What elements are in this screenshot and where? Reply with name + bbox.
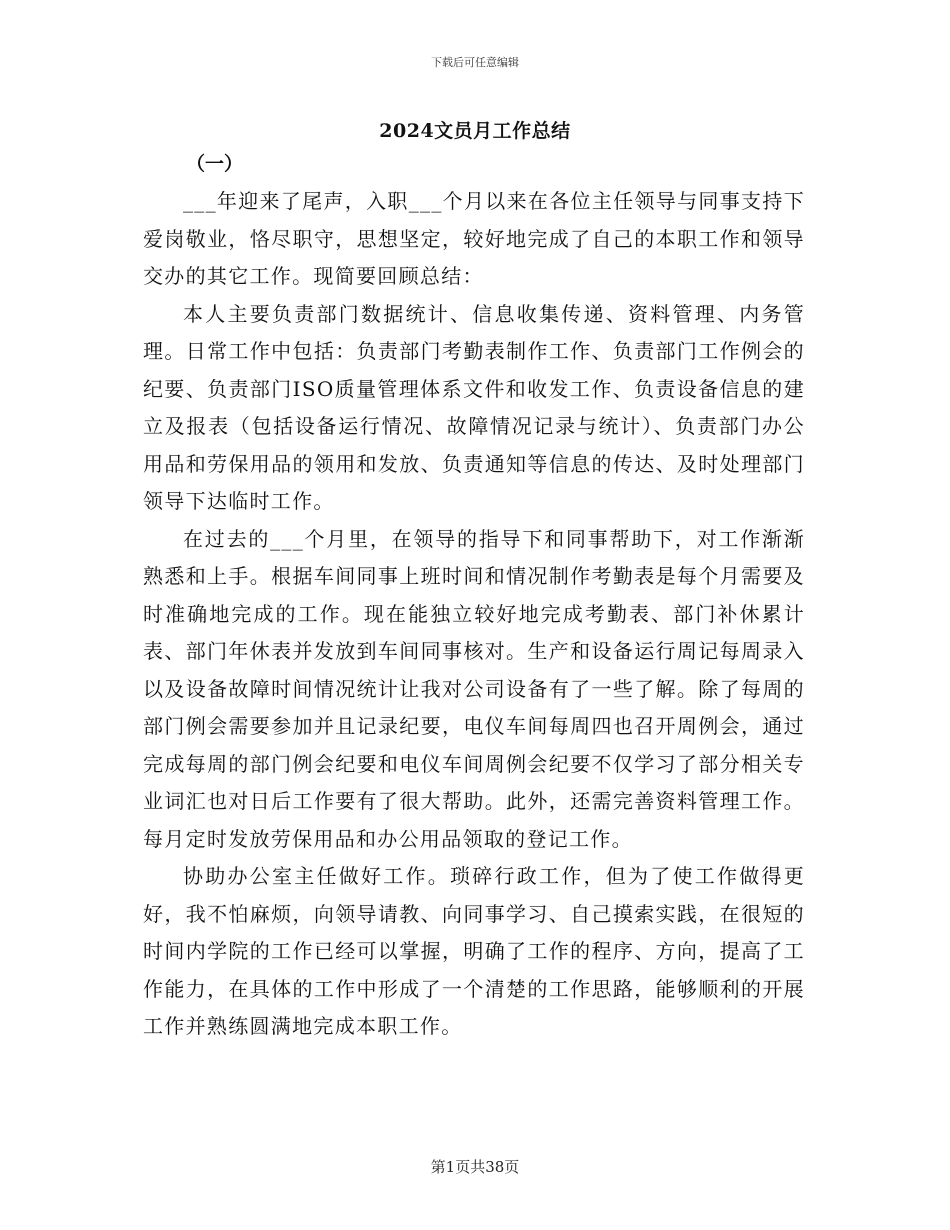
paragraph-assistance: 协助办公室主任做好工作。琐碎行政工作，但为了使工作做得更好，我不怕麻烦，向领导请教、向同事学习、自己摸索实践，在很短的时间内学院的工作已经可以掌握，明确了工作的程序、方向，提高了工作能力，在具体的工作中形成了一个清楚的工作思路，能够顺利的开展工作并熟练圆满地完成本职工作。 — [143, 864, 805, 1038]
paragraph-progress: 在过去的___个月里，在领导的指导下和同事帮助下，对工作渐渐熟悉和上手。根据车间同事上班时间和情况制作考勤表是每个月需要及时准确地完成的工作。现在能独立较好地完成考勤表、部门补休累计表、部门年休表并发放到车间同事核对。生产和设备运行周记每周录入以及设备故障时间情况统计让我对公司设备有了一些了解。除了每周的部门例会需要参加并且记录纪要，电仪车间每周四也召开周例会，通过完成每周的部门例会纪要和电仪车间周例会纪要不仅学习了部分相关专业词汇也对日后工作要有了很大帮助。此外，还需完善资料管理工作。每月定时发放劳保用品和办公用品领取的登记工作。 — [143, 526, 805, 851]
document-body — [143, 183, 805, 1046]
section-label: （一） — [186, 153, 244, 175]
document-title: 2024文员月工作总结 — [379, 120, 571, 142]
paragraph-intro: ___年迎来了尾声，入职___个月以来在各位主任领导与同事支持下爱岗敬业，恪尽职守，思想坚定，较好地完成了自己的本职工作和领导交办的其它工作。现简要回顾总结： — [143, 189, 805, 288]
header-note: 下载后可任意编辑 — [431, 56, 519, 69]
page-number: 第1页共38页 — [430, 1158, 520, 1176]
paragraph-responsibilities: 本人主要负责部门数据统计、信息收集传递、资料管理、内务管理。日常工作中包括：负责部门考勤表制作工作、负责部门工作例会的纪要、负责部门ISO质量管理体系文件和收发工作、负责设备信息的建立及报表（包括设备运行情况、故障情况记录与统计）、负责部门办公用品和劳保用品的领用和发放、负责通知等信息的传达、及时处理部门领导下达临时工作。 — [143, 301, 805, 513]
